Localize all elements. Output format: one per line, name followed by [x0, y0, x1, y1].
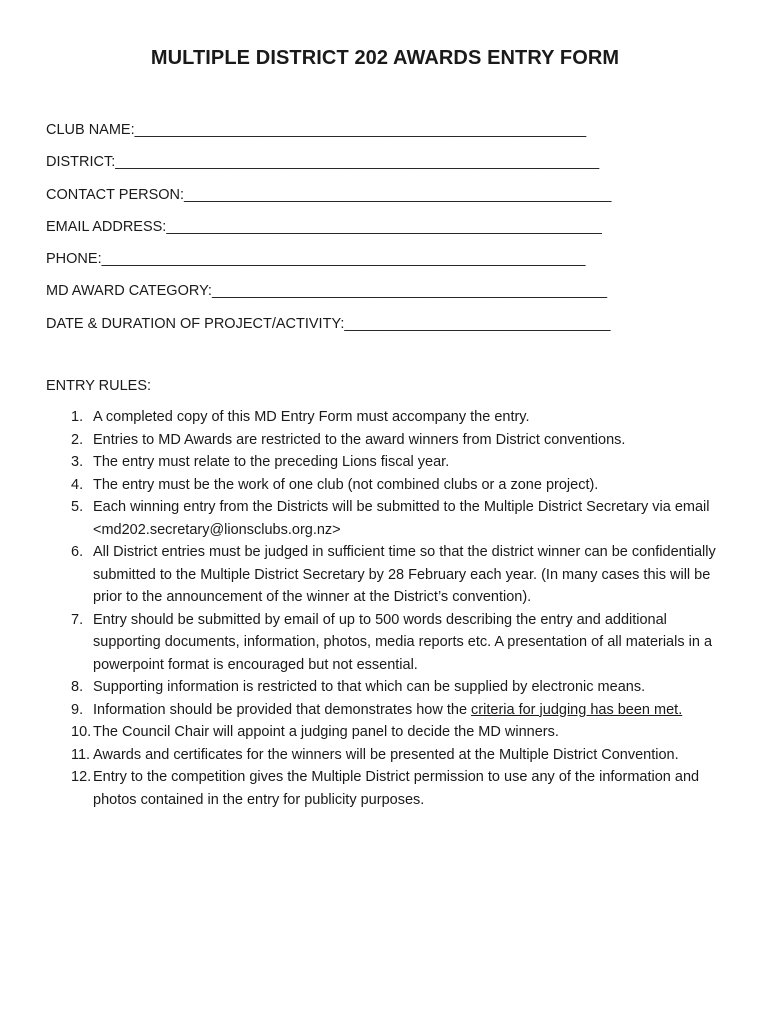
rule-number: 11. — [71, 746, 91, 763]
club-name-field[interactable] — [46, 118, 686, 150]
rule-item — [46, 676, 736, 699]
field-label: EMAIL ADDRESS: — [46, 218, 167, 235]
entry-fields — [46, 118, 686, 344]
field-label: PHONE: — [46, 251, 102, 268]
contact-person-field[interactable] — [46, 183, 686, 215]
field-label: CLUB NAME: — [46, 122, 135, 138]
rule-number: 3. — [71, 454, 84, 470]
rule-text: Supporting information is restricted to that which can be supplied by electronic means. — [93, 679, 646, 695]
rule-item — [46, 496, 736, 541]
field-line: ____________________________________________________________ — [115, 154, 600, 171]
rule-number: 9. — [71, 701, 84, 718]
rule-item — [46, 699, 736, 722]
page-title: MULTIPLE DISTRICT 202 AWARDS ENTRY FORM — [150, 47, 620, 69]
field-line: _____________________________________________________ — [184, 186, 612, 203]
rule-text: Entry should be submitted by email of up to 500 words describing the entry and additional supporting documents, information, photos, media reports etc. A presentation of all materials in a powerpoint format is encouraged but not essential. — [93, 611, 713, 673]
rule-text: A completed copy of this MD Entry Form must accompany the entry. — [93, 409, 530, 425]
rule-text-part: Information should be provided that demonstrates how the — [93, 701, 472, 718]
entry-rules-list — [46, 406, 736, 811]
field-line: _________________________________ — [344, 315, 611, 332]
rule-text: Each winning entry from the Districts will be submitted to the Multiple District Secretary via email <md202.secretary@lionsclubs.org.nz> — [93, 499, 710, 538]
rule-item — [46, 744, 736, 767]
rule-item — [46, 541, 736, 609]
phone-field[interactable] — [46, 247, 686, 279]
rule-text: Entry to the competition gives the Multiple District permission to use any of the information and photos contained in the entry for publicity purposes. — [93, 769, 700, 808]
rule-text: Awards and certificates for the winners will be presented at the Multiple District Convention. — [93, 746, 679, 763]
field-line: ____________________________________________________________ — [101, 251, 586, 268]
rule-number: 8. — [71, 679, 84, 695]
rules-heading: ENTRY RULES: — [46, 378, 152, 394]
rule-text — [93, 699, 736, 722]
email-address-field[interactable] — [46, 215, 686, 247]
md-award-category-field[interactable] — [46, 279, 686, 311]
rule-item — [46, 474, 736, 497]
field-label: MD AWARD CATEGORY: — [46, 283, 212, 300]
field-label: CONTACT PERSON: — [46, 186, 185, 203]
rule-text: The entry must relate to the preceding Lions fiscal year. — [93, 454, 450, 470]
rule-number: 1. — [71, 409, 84, 425]
rule-item — [46, 766, 736, 811]
rule-text: All District entries must be judged in sufficient time so that the district winner can be confidentially submitted to the Multiple District Secretary by 28 February each year. (In many cases this will be prior to the announcement of the winner at the District’s convention). — [93, 544, 716, 605]
field-label: DATE & DURATION OF PROJECT/ACTIVITY: — [46, 315, 345, 332]
rule-item — [46, 609, 736, 677]
field-line: ______________________________________________________ — [166, 218, 602, 235]
rule-text: Entries to MD Awards are restricted to the award winners from District conventions. — [93, 431, 626, 448]
rule-item — [46, 406, 736, 429]
field-line: ________________________________________________________ — [134, 122, 587, 138]
rule-item — [46, 451, 736, 474]
district-field[interactable] — [46, 150, 686, 182]
rule-text: The entry must be the work of one club (not combined clubs or a zone project). — [93, 476, 599, 493]
rule-number: 6. — [71, 544, 84, 560]
rule-number: 10. — [71, 724, 92, 740]
rule-number: 7. — [71, 611, 84, 628]
date-duration-field[interactable] — [46, 312, 686, 344]
rule-number: 12. — [71, 769, 92, 785]
rule-item — [46, 721, 736, 744]
rule-item — [46, 429, 736, 452]
field-line: _________________________________________________ — [211, 283, 608, 300]
rule-text: The Council Chair will appoint a judging panel to decide the MD winners. — [93, 724, 559, 740]
rule-number: 5. — [71, 499, 84, 515]
field-label: DISTRICT: — [46, 154, 116, 171]
criteria-for-judging-link[interactable]: criteria for judging has been met. — [471, 701, 683, 718]
rule-number: 2. — [71, 431, 84, 448]
rule-number: 4. — [71, 476, 84, 493]
